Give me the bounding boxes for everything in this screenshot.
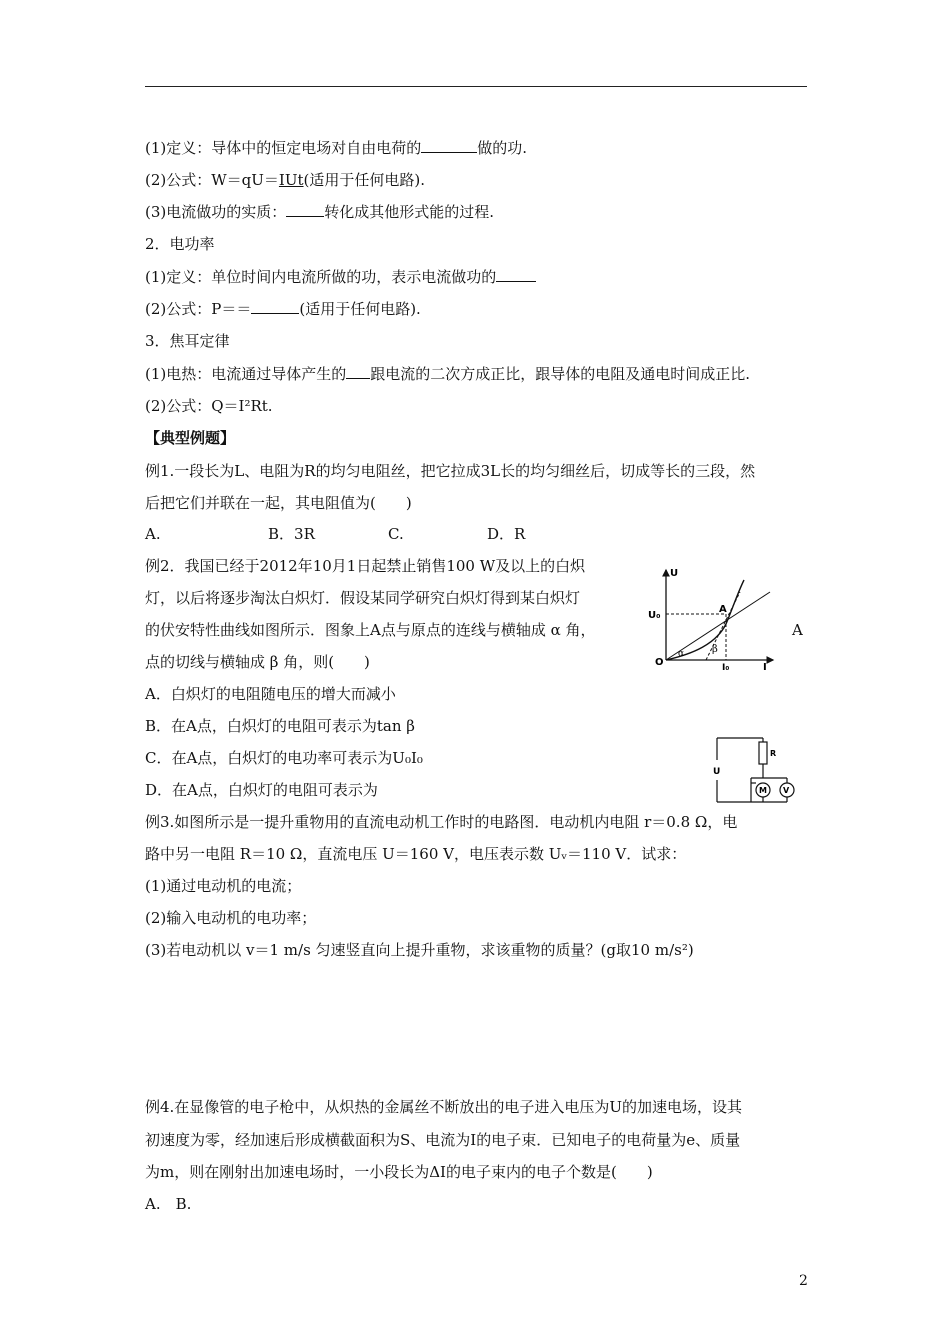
text-line-8: (1)电热：电流通过导体产生的 跟电流的二次方成正比，跟导体的电阻及通电时间成正比. — [145, 365, 751, 383]
heading-power: 2．电功率 — [145, 235, 215, 253]
ex1-choice-d: D．R — [487, 525, 526, 543]
ex1-choice-a: A. — [145, 525, 161, 543]
heading-joule: 3．焦耳定律 — [145, 332, 230, 350]
ex1-choice-b: B．3R — [268, 525, 315, 543]
u-source-label: U — [713, 767, 721, 777]
ex4-line-a: 例4.在显像管的电子枪中，从炽热的金属丝不断放出的电子进入电压为U的加速电场，设其 — [145, 1098, 742, 1116]
alpha-label: α — [678, 649, 685, 659]
ex2-line-c: 的伏安特性曲线如图所示．图象上A点与原点的连线与横轴成 α 角， — [145, 621, 596, 639]
ex3-line-a: 例3.如图所示是一提升重物用的直流电动机工作时的电路图．电动机内电阻 r＝0.8 Ω，电 — [145, 813, 738, 831]
origin-label: O — [655, 657, 664, 668]
motor-circuit-figure — [705, 730, 805, 810]
text-line-2: (2)公式：W＝qU＝IUt(适用于任何电路). — [145, 171, 426, 189]
beta-label: β — [712, 644, 718, 655]
ex2-choice-a: A．白炽灯的电阻随电压的增大而减小 — [145, 685, 396, 703]
point-a-label: A — [719, 604, 727, 615]
ex2-line-d: 点的切线与横轴成 β 角，则( ) — [145, 653, 370, 671]
resistor-r — [759, 742, 767, 764]
ex2-line-b: 灯，以后将逐步淘汰白炽灯．假设某同学研究白炽灯得到某白炽灯 — [145, 589, 581, 607]
iu-curve — [666, 580, 744, 660]
r-label: R — [770, 749, 777, 758]
ex4-line-b: 初速度为零，经加速后形成横截面积为S、电流为I的电子束．已知电子的电荷量为e、质量 — [145, 1131, 741, 1149]
u-axis-label: U — [670, 568, 679, 579]
i0-label: I₀ — [722, 663, 730, 672]
iu-curve-figure — [648, 562, 778, 672]
ex3-line-b: 路中另一电阻 R＝10 Ω，直流电压 U＝160 V，电压表示数 Uᵥ＝110 V．试求： — [145, 845, 687, 863]
text-line-1: (1)定义：导体中的恒定电场对自由电荷的 做的功. — [145, 139, 528, 157]
ex1-line-b: 后把它们并联在一起，其电阻值为( ) — [145, 494, 412, 512]
ex3-q3: (3)若电动机以 v＝1 m/s 匀速竖直向上提升重物，求该重物的质量？(g取10 m/s²) — [145, 941, 694, 959]
ex3-q2: (2)输入电动机的电功率； — [145, 909, 317, 927]
page-number: 2 — [799, 1273, 808, 1289]
ex2-choice-d: D．在A点，白炽灯的电阻可表示为 — [145, 781, 378, 799]
text-line-6: (2)公式：P＝＝ (适用于任何电路). — [145, 300, 421, 318]
motor-label: M — [759, 786, 767, 795]
ex1-line-a: 例1.一段长为L、电阻为R的均匀电阻丝，把它拉成3L长的均匀细丝后，切成等长的三段，然 — [145, 462, 756, 480]
ex2-choice-b: B．在A点，白炽灯的电阻可表示为tan β — [145, 717, 415, 735]
ex2-choice-c: C．在A点，白炽灯的电功率可表示为U₀I₀ — [145, 749, 423, 767]
ex1-choice-c: C. — [388, 525, 404, 543]
ex3-q1: (1)通过电动机的电流； — [145, 877, 302, 895]
text-line-5: (1)定义：单位时间内电流所做的功，表示电流做功的 — [145, 267, 536, 287]
text-line-3: (3)电流做功的实质： 转化成其他形式能的过程. — [145, 203, 495, 221]
i-axis-label: I — [763, 662, 767, 672]
ex2-line-c-tail: A — [792, 621, 803, 639]
header-rule — [145, 86, 807, 87]
ex4-choices: A. B. — [145, 1195, 192, 1213]
u0-label: U₀ — [648, 610, 661, 621]
ex2-line-a: 例2．我国已经于2012年10月1日起禁止销售100 W及以上的白炽 — [145, 557, 586, 575]
ex4-line-c: 为m，则在刚射出加速电场时，一小段长为ΔI的电子束内的电子个数是( ) — [145, 1163, 653, 1181]
voltmeter-label: V — [783, 786, 790, 795]
text-line-9: (2)公式：Q＝I²Rt. — [145, 397, 273, 415]
section-title: 【典型例题】 — [145, 429, 236, 447]
